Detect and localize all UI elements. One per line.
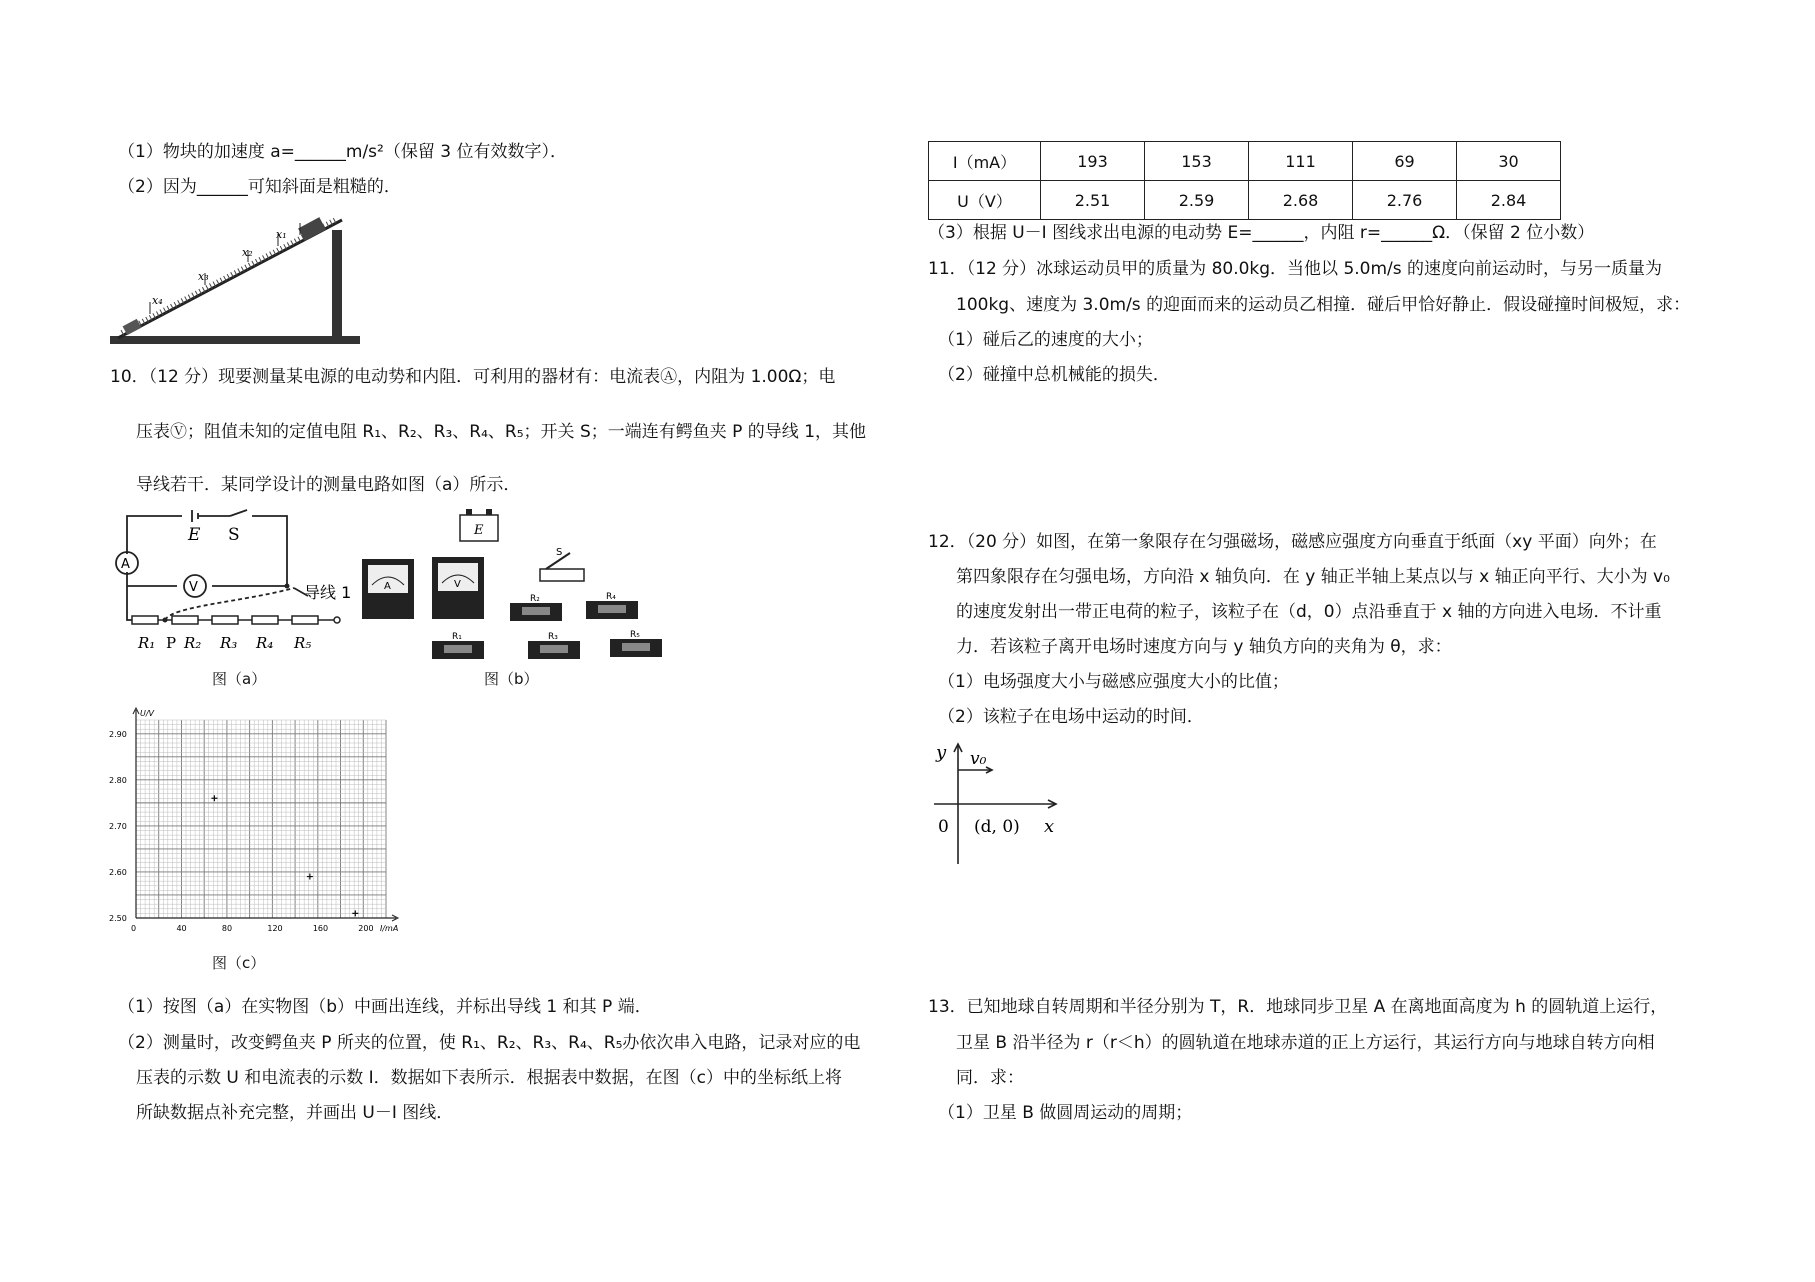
q11-line2: 100kg、速度为 3.0m/s 的迎面而来的运动员乙相撞．碰后甲恰好静止．假设碰撞时间极短，求：	[956, 295, 1691, 315]
table-header-voltage: U（V）	[929, 181, 1041, 220]
axes-figure	[930, 740, 1070, 870]
data-table	[928, 141, 1561, 220]
circuit-ammeter-label: A	[121, 557, 130, 572]
figure-a-caption: 图（a）	[212, 670, 267, 688]
circuit-r4-label: R₄	[256, 634, 274, 652]
axes-v0-label: v₀	[970, 749, 987, 769]
battery-e-label: E	[474, 523, 484, 538]
table-cell: 111	[1249, 142, 1353, 181]
figure-c-caption: 图（c）	[212, 954, 266, 972]
circuit-voltmeter-label: V	[189, 580, 198, 595]
incline-label-x4: x₄	[152, 294, 163, 307]
incline-label-x2: x₂	[242, 246, 253, 259]
table-header-current: I（mA）	[929, 142, 1041, 181]
box-r4-label: R₄	[606, 592, 616, 602]
data-point	[211, 795, 217, 801]
table-row	[929, 142, 1561, 181]
x-tick-label: 120	[267, 924, 283, 933]
table-cell: 2.84	[1457, 181, 1561, 220]
switch-apparatus	[540, 547, 584, 581]
q11-line1: 11．（12 分）冰球运动员甲的质量为 80.0kg．当他以 5.0m/s 的速度向前运动时，与另一质量为	[928, 259, 1663, 279]
table-cell: 2.51	[1041, 181, 1145, 220]
circuit-r1-label: R₁	[138, 634, 156, 652]
y-tick-label: 2.80	[109, 775, 127, 785]
q13-line2: 卫星 B 沿半径为 r（r＜h）的圆轨道在地球赤道的正上方运行，其运行方向与地球自转方向相	[956, 1033, 1655, 1053]
q12-line1: 12．（20 分）如图，在第一象限存在匀强磁场，磁感应强度方向垂直于纸面（xy 平面）向外；在	[928, 532, 1657, 552]
q10-line3: 导线若干．某同学设计的测量电路如图（a）所示．	[136, 475, 521, 495]
q9-part1: （1）物块的加速度 a=______m/s²（保留 3 位有效数字）．	[118, 142, 567, 162]
circuit-wire-label: 导线 1	[304, 583, 352, 602]
q10-line2: 压表Ⓥ；阻值未知的定值电阻 R₁、R₂、R₃、R₄、R₅；开关 S；一端连有鳄鱼夹 P 的导线 1，其他	[136, 422, 867, 442]
q13-part1: （1）卫星 B 做圆周运动的周期；	[938, 1103, 1193, 1123]
voltmeter-v-label: V	[454, 579, 461, 590]
data-point	[352, 910, 358, 916]
incline-label-x3: x₃	[198, 270, 209, 283]
voltmeter-apparatus	[432, 557, 484, 619]
q12-part1: （1）电场强度大小与磁感应强度大小的比值；	[938, 672, 1289, 692]
axes-point-label: (d, 0)	[974, 817, 1020, 837]
q13-line1: 13．已知地球自转周期和半径分别为 T，R．地球同步卫星 A 在离地面高度为 h 的圆轨道上运行，	[928, 997, 1668, 1017]
table-cell: 153	[1145, 142, 1249, 181]
q10-step3: （3）根据 U－I 图线求出电源的电动势 E=______，内阻 r=______Ω．（保留 2 位小数）	[928, 223, 1595, 243]
box-r3-label: R₃	[548, 632, 558, 642]
box-r5-label: R₅	[630, 630, 640, 640]
circuit-r2-label: R₂	[184, 634, 202, 652]
q10-line1: 10．（12 分）现要测量某电源的电动势和内阻．可利用的器材有：电流表Ⓐ，内阻为 1.00Ω；电	[110, 367, 836, 387]
q12-line3: 的速度发射出一带正电荷的粒子，该粒子在（d，0）点沿垂直于 x 轴的方向进入电场．不计重	[956, 602, 1662, 622]
x-tick-label: 0	[131, 924, 137, 933]
table-cell: 30	[1457, 142, 1561, 181]
y-axis-label: U/V	[140, 709, 155, 718]
q12-line4: 力．若该粒子离开电场时速度方向与 y 轴负方向的夹角为 θ，求：	[956, 637, 1452, 657]
table-cell: 193	[1041, 142, 1145, 181]
x-tick-label: 80	[221, 924, 233, 933]
circuit-p-label: P	[166, 634, 177, 652]
battery-apparatus	[460, 509, 498, 541]
y-tick-label: 2.90	[109, 729, 127, 739]
x-tick-label: 200	[358, 924, 374, 933]
y-tick-label: 2.50	[109, 914, 127, 923]
y-tick-label: 2.60	[109, 867, 127, 877]
q9-part2: （2）因为______可知斜面是粗糙的．	[118, 177, 401, 197]
axes-x-label: x	[1044, 816, 1055, 837]
circuit-r5-label: R₅	[294, 634, 312, 652]
switch-s-label: S	[556, 547, 563, 558]
ui-graph-paper	[96, 700, 399, 950]
circuit-switch-label: S	[228, 525, 240, 545]
apparatus-figure	[360, 505, 690, 670]
q10-step2-line1: （2）测量时，改变鳄鱼夹 P 所夹的位置，使 R₁、R₂、R₃、R₄、R₅办依次串入电路，记录对应的电	[118, 1033, 861, 1053]
ammeter-a-label: A	[384, 581, 391, 592]
q10-step2-line2: 压表的示数 U 和电流表的示数 I．数据如下表所示．根据表中数据，在图（c）中的坐标纸上将	[136, 1068, 843, 1088]
y-tick-label: 2.70	[109, 821, 127, 831]
circuit-r3-label: R₃	[220, 634, 238, 652]
incline-label-x1: x₁	[276, 228, 287, 241]
q13-line3: 同．求：	[956, 1068, 1024, 1088]
q11-part1: （1）碰后乙的速度的大小；	[938, 330, 1153, 350]
figure-b-caption: 图（b）	[484, 670, 539, 688]
data-point	[307, 874, 313, 880]
table-cell: 2.59	[1145, 181, 1249, 220]
table-cell: 2.76	[1353, 181, 1457, 220]
incline-figure	[110, 210, 360, 350]
table-cell: 69	[1353, 142, 1457, 181]
x-axis-label: I/mA	[380, 924, 399, 933]
q12-part2: （2）该粒子在电场中运动的时间．	[938, 707, 1204, 727]
x-tick-label: 40	[176, 924, 187, 933]
axes-y-label: y	[936, 742, 947, 763]
table-cell: 2.68	[1249, 181, 1353, 220]
table-row	[929, 181, 1561, 220]
box-r2-label: R₂	[530, 594, 540, 604]
q10-step1: （1）按图（a）在实物图（b）中画出连线，并标出导线 1 和其 P 端．	[118, 997, 652, 1017]
ammeter-apparatus	[362, 559, 414, 619]
circuit-emf-label: E	[188, 525, 201, 545]
q12-line2: 第四象限存在匀强电场，方向沿 x 轴负向．在 y 轴正半轴上某点以与 x 轴正向平行、大小为 v₀	[956, 567, 1670, 587]
axes-origin-label: 0	[938, 817, 949, 837]
q11-part2: （2）碰撞中总机械能的损失．	[938, 365, 1170, 385]
box-r1-label: R₁	[452, 632, 462, 642]
x-tick-label: 160	[312, 924, 329, 933]
q10-step2-line3: 所缺数据点补充完整，并画出 U－I 图线．	[136, 1103, 454, 1123]
